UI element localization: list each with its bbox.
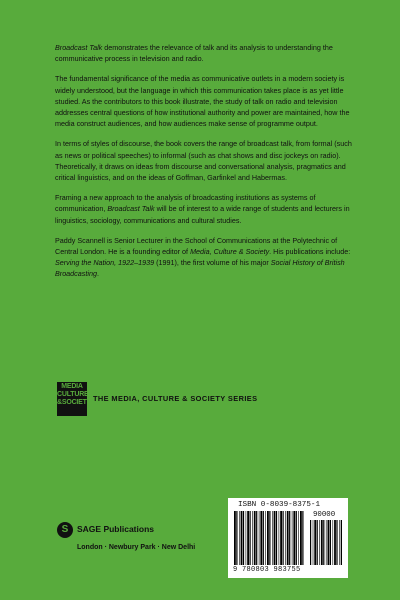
blurb-paragraph-4 — [55, 192, 355, 226]
isbn-number: ISBN 0-8039-8375-1 — [238, 501, 321, 509]
logo-line: &SOCIETY — [57, 399, 92, 406]
bio-text: . — [96, 269, 99, 279]
series-banner — [57, 382, 347, 416]
logo-line: MEDIA — [61, 383, 83, 390]
ean-barcode — [234, 511, 304, 565]
blurb-text: Framing a new approach to the analysis of broadcasting institutions as systems of communication, — [55, 193, 316, 214]
book-title: Broadcast Talk — [55, 43, 103, 52]
blurb-text: demonstrates the relevance of talk and its analysis to understanding the communicative process in television and radio. — [55, 43, 333, 64]
barcode-panel — [228, 498, 348, 578]
ean-code: 9 780803 983755 — [233, 566, 301, 574]
publisher-cities: London · Newbury Park · New Delhi — [77, 544, 196, 551]
blurb-paragraph-2: The fundamental significance of the media as communicative outlets in a modern society is widely understood, but the language in which this communication takes place is as yet little studied. As the contributors to this book illustrate, the study of talk on radio and television addresses central questions of how institutional authority and power are maintained, how the media construct audiences, and how audiences make sense of programme output. — [55, 74, 350, 129]
media-culture-society-logo — [57, 382, 92, 416]
bio-text: (1991), the first volume of his major — [154, 258, 271, 268]
journal-title: Media, Culture & Society — [190, 247, 270, 257]
bio-text: Paddy Scannell is Senior Lecturer in the School of Communications at the Polytechnic of Central London. He is a founding editor of — [55, 235, 338, 257]
logo-line: CULTURE — [57, 391, 89, 398]
blurb-paragraph-1 — [55, 42, 355, 64]
series-title: THE MEDIA, CULTURE & SOCIETY SERIES — [93, 394, 258, 403]
author-bio — [55, 235, 355, 280]
book-title: Broadcast Talk — [107, 204, 155, 214]
blurb-text: will be of interest to a wide range of students and lecturers in linguistics, sociology, communications and cultural studies. — [55, 204, 350, 225]
back-cover-blurb — [55, 42, 355, 289]
book-title: Social History of British Broadcasting — [55, 258, 345, 279]
addon-barcode — [310, 520, 342, 565]
publisher-imprint — [57, 520, 217, 560]
publisher-name: SAGE Publications — [77, 524, 154, 534]
addon-code: 90000 — [313, 511, 336, 519]
blurb-paragraph-3: In terms of styles of discourse, the book covers the range of broadcast talk, from formal (such as news or political speeches) to informal (such as chat shows and disc jockeys on radio). Theoretically, it draws on ideas from discourse and conversational analysis, pragmatics and critical linguistics, and on the ideas of Goffman, Garfinkel and Habermas. — [55, 139, 352, 183]
book-title: Serving the Nation, 1922–1939 — [55, 258, 155, 268]
bio-text: . His publications include: — [269, 247, 351, 257]
sage-logo-icon: S — [57, 522, 73, 538]
